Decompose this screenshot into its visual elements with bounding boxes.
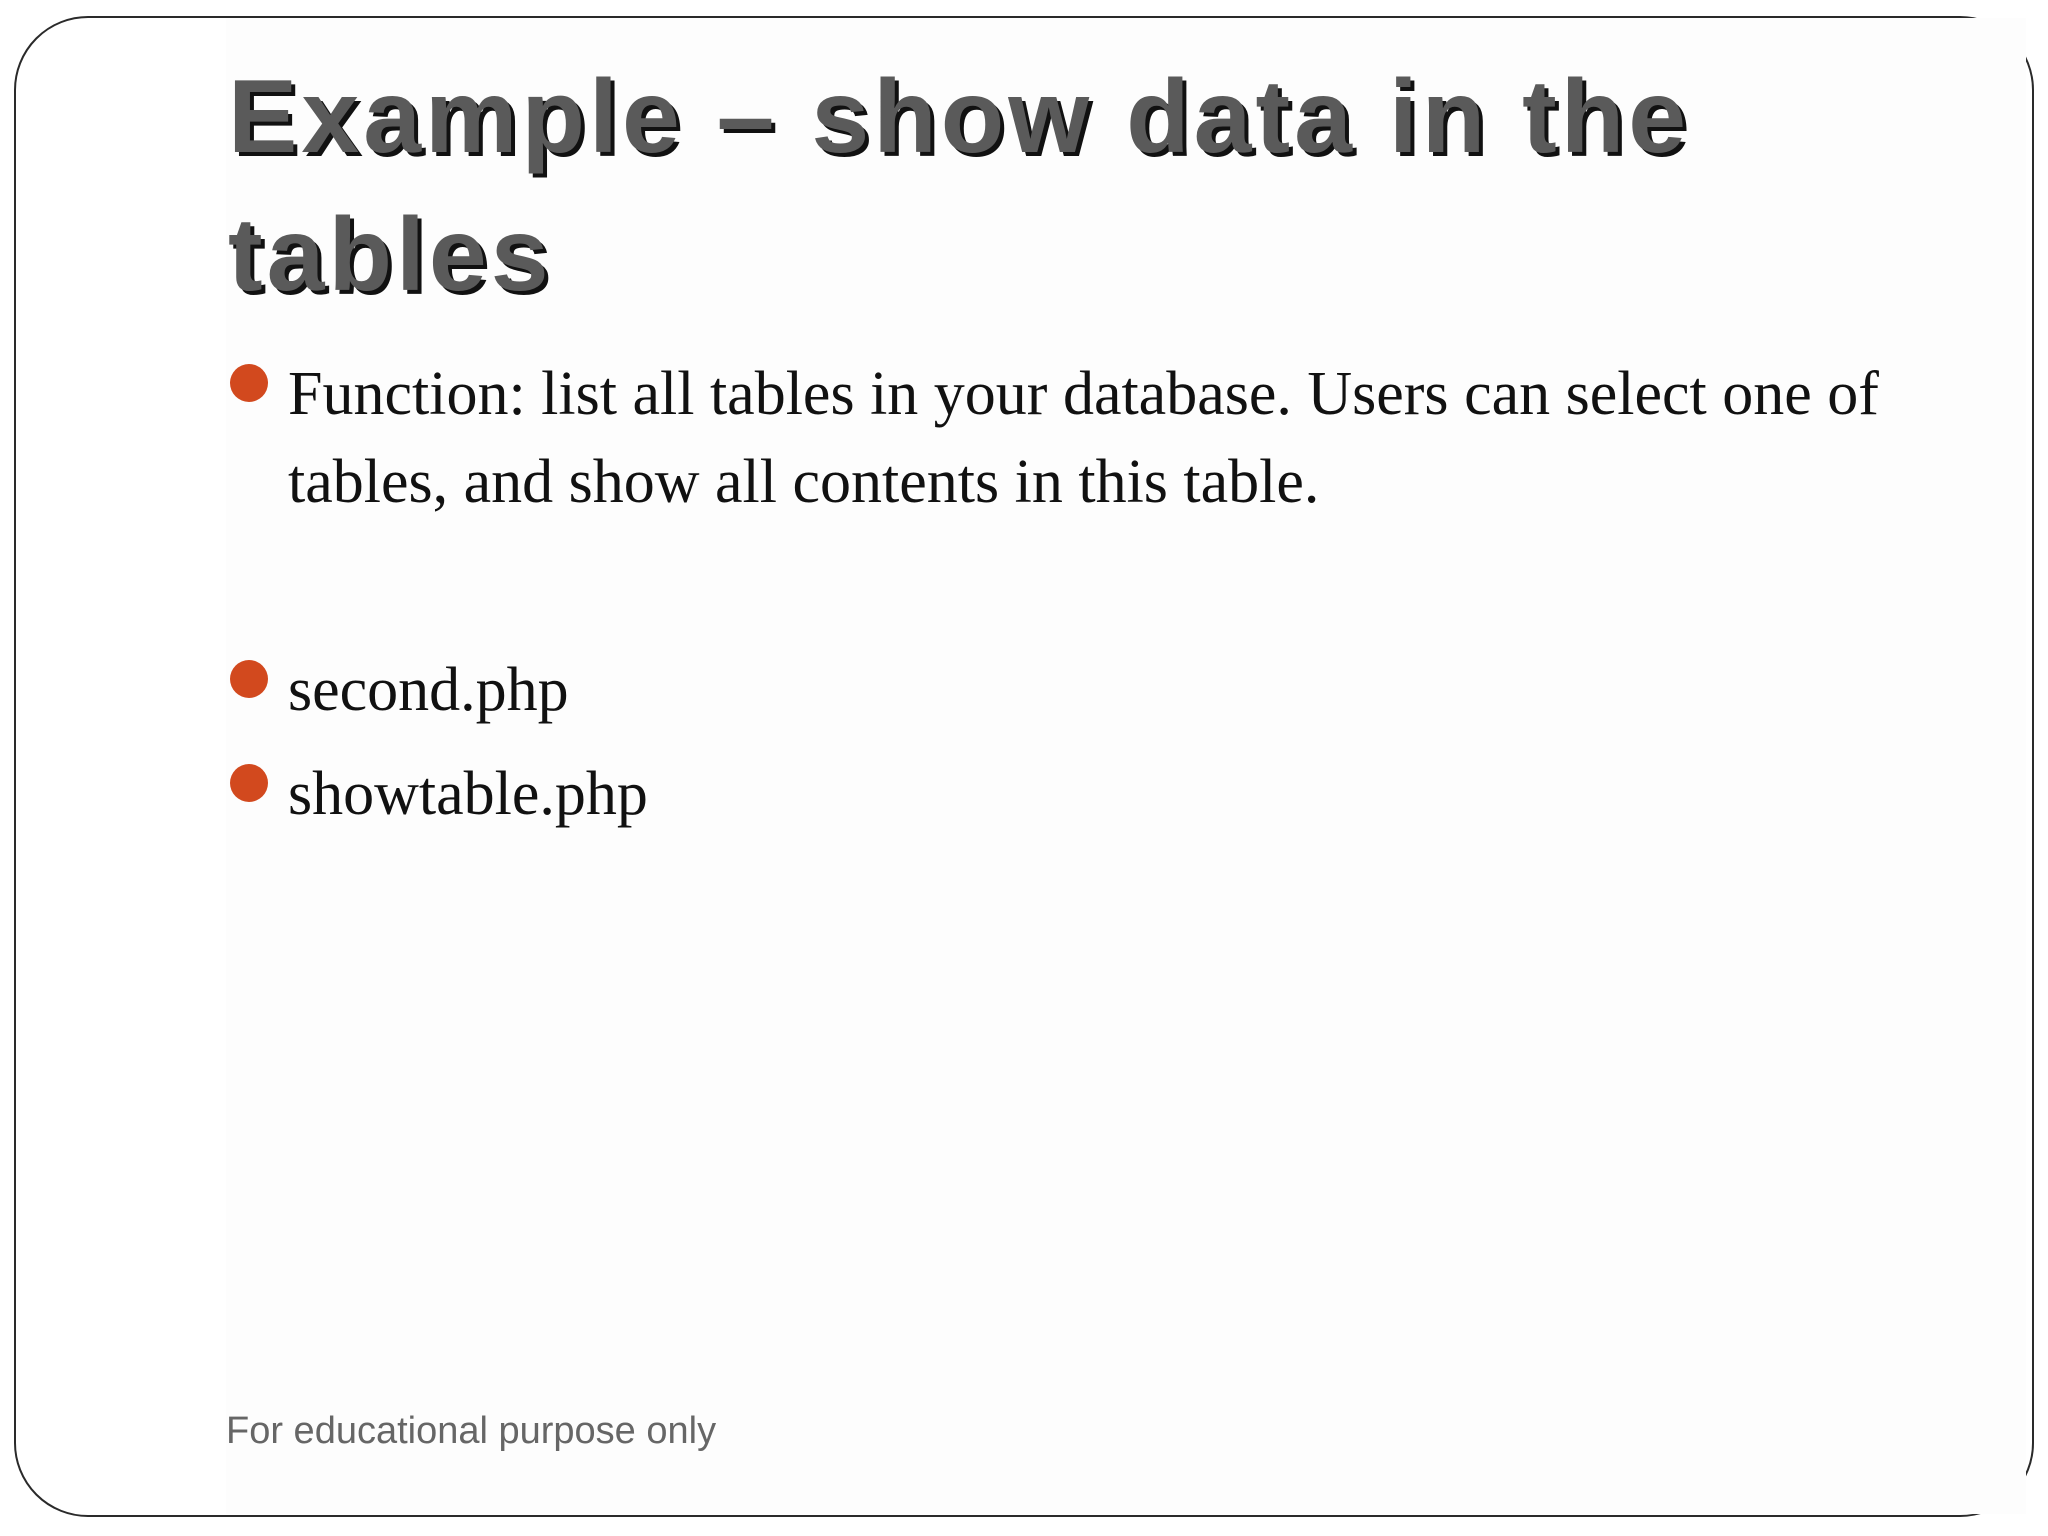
bullet-item-function [228,350,1958,526]
bullet-text: showtable.php [288,760,648,828]
bullet-item-second-php [228,646,1958,734]
slide-title: Example – show data in the tables [228,59,1691,313]
bullet-text: second.php [288,656,569,724]
bullet-text: Function: list all tables in your database. Users can select one of tables, and show all contents in this table. [288,360,1879,516]
bullet-dot-icon [230,364,268,402]
bullet-list [228,350,1958,838]
bullet-dot-icon [230,660,268,698]
bullet-dot-icon [230,764,268,802]
footer-text: For educational purpose only [226,1410,717,1452]
bullet-item-showtable-php [228,750,1958,838]
